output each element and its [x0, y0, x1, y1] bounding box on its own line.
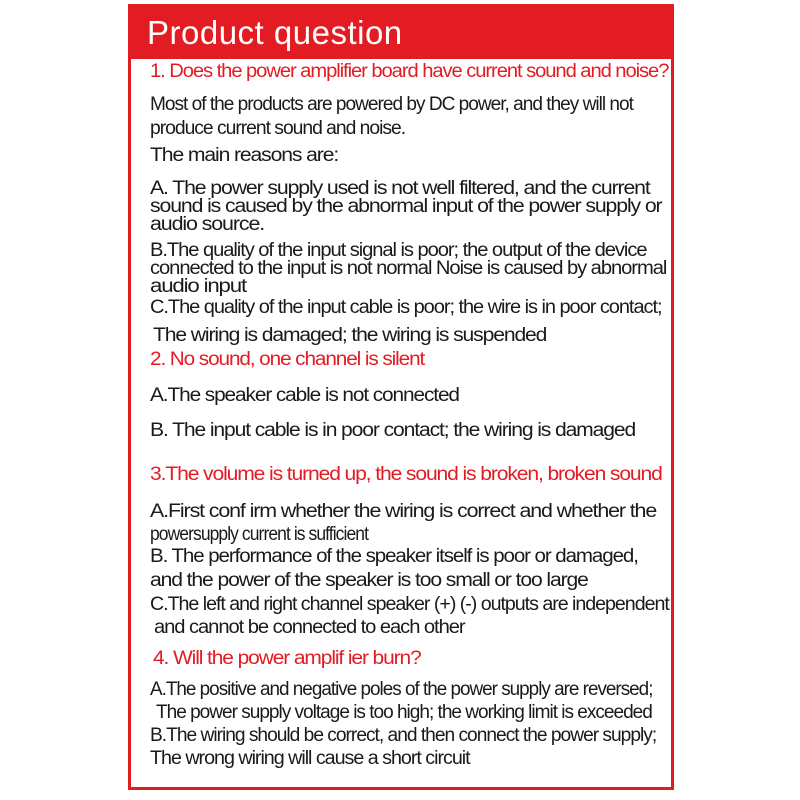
q1-answer-b-line-2: connected to the input is not normal Noise is caused by abnormal: [150, 258, 667, 279]
q3-answer-b-line-2: and the power of the speaker is too small or too large: [150, 570, 588, 591]
q1-intro-line-2: produce current sound and noise.: [150, 118, 406, 139]
q1-answer-a-line-1: A. The power supply used is not well filtered, and the current: [150, 178, 650, 199]
q4-answer-b-line-1: B.The wiring should be correct, and then connect the power supply;: [150, 725, 657, 746]
q3-answer-c-line-1: C.The left and right channel speaker (+) (-) outputs are independent: [150, 594, 669, 615]
q4-answer-a-line-1: A.The positive and negative poles of the power supply are reversed;: [150, 679, 653, 700]
question-1-heading: 1. Does the power amplifier board have current sound and noise?: [150, 61, 669, 82]
q1-answer-b-line-1: B.The quality of the input signal is poor; the output of the device: [150, 240, 647, 261]
q1-answer-b-line-3: audio input: [150, 276, 246, 297]
q2-answer-a: A.The speaker cable is not connected: [150, 385, 459, 406]
q2-answer-b: B. The input cable is in poor contact; the wiring is damaged: [150, 420, 636, 441]
q1-intro-line-3: The main reasons are:: [150, 145, 339, 166]
question-4-heading: 4. Will the power amplif ier burn?: [153, 648, 421, 669]
question-2-heading: 2. No sound, one channel is silent: [150, 349, 425, 370]
q3-answer-a-line-2: powersupply current is sufficient: [150, 524, 368, 545]
q1-intro-line-1: Most of the products are powered by DC power, and they will not: [150, 94, 633, 115]
page-title: Product question: [147, 14, 403, 51]
q1-answer-c-line-2: The wiring is damaged; the wiring is suspended: [153, 325, 547, 346]
q3-answer-a-line-1: A.First conf irm whether the wiring is correct and whether the: [150, 501, 657, 522]
q3-answer-c-line-2: and cannot be connected to each other: [154, 617, 465, 638]
q4-answer-a-line-2: The power supply voltage is too high; the working limit is exceeded: [156, 702, 652, 723]
q1-answer-c-line-1: C.The quality of the input cable is poor; the wire is in poor contact;: [150, 297, 662, 318]
q3-answer-b-line-1: B. The performance of the speaker itself is poor or damaged,: [150, 546, 638, 567]
q1-answer-a-line-3: audio source.: [150, 214, 265, 235]
header-bar: [131, 7, 671, 59]
q4-answer-b-line-2: The wrong wiring will cause a short circuit: [150, 748, 470, 769]
question-3-heading: 3.The volume is turned up, the sound is broken, broken sound: [150, 464, 662, 485]
q1-answer-a-line-2: sound is caused by the abnormal input of the power supply or: [150, 196, 662, 217]
